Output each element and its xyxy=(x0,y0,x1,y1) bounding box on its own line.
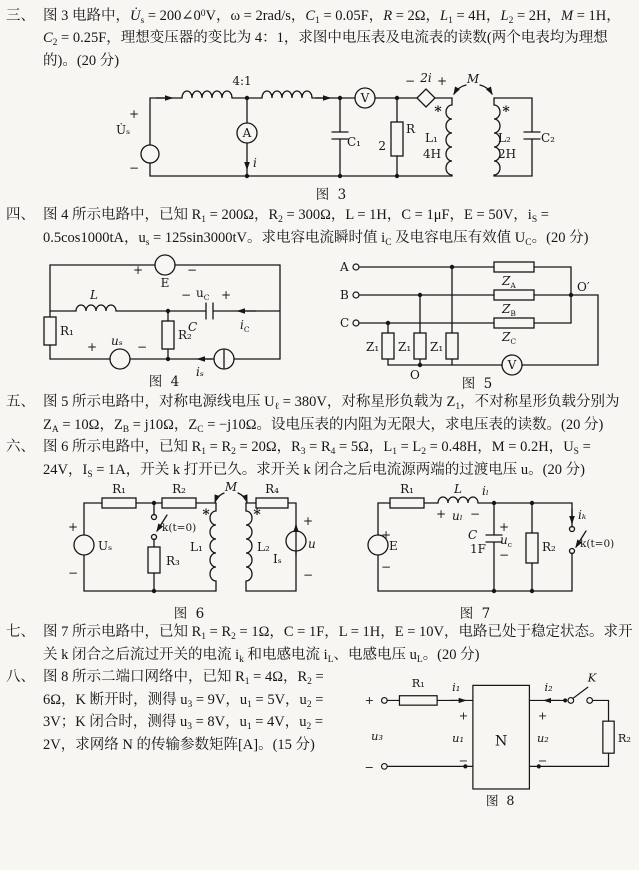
fig7-ul-label: uₗ xyxy=(452,509,463,524)
fig3-r-value: 2 xyxy=(378,139,386,154)
fig3-source-minus: − xyxy=(128,161,140,176)
fig8-u1-plus: + xyxy=(458,709,469,723)
fig8-caption: 图 8 xyxy=(485,793,517,809)
fig3-l1-value: 4H xyxy=(423,147,442,162)
fig3-l2-dot-mark: * xyxy=(502,104,510,121)
fig6-r1-label: R₁ xyxy=(112,482,126,497)
fig7-r1-label: R₁ xyxy=(400,482,414,497)
fig4-c-label: C xyxy=(188,320,198,335)
fig8-u3-label: u₃ xyxy=(371,730,383,744)
fig8-network-label: N xyxy=(494,733,508,750)
fig5-wiring xyxy=(353,262,598,375)
fig8-u3-plus: + xyxy=(364,694,375,708)
problem-4 xyxy=(6,204,633,249)
fig4-uc-minus: − xyxy=(180,288,192,303)
fig5-phase-b-label: B xyxy=(340,288,349,303)
fig4-uc-plus: + xyxy=(220,288,232,303)
fig7-ul-plus: + xyxy=(435,507,447,522)
fig4-uc-label: $u_C$ xyxy=(196,286,210,303)
fig4-wiring xyxy=(44,255,280,369)
fig8-r2-label: R₂ xyxy=(617,732,631,746)
fig3-ratio-label: 4:1 xyxy=(232,74,252,89)
fig3-m-label: M xyxy=(466,72,480,87)
fig8-u2-label: u₂ xyxy=(536,732,549,746)
fig7-r2-label: R₂ xyxy=(542,540,556,555)
fig3-c2-label: C₂ xyxy=(541,131,555,146)
fig6-is-label: Iₛ xyxy=(273,552,282,567)
fig3-r-label: R xyxy=(406,122,416,137)
problem-3-text: 图 3 电路中，$U̇_s$ = $200\angle 0^0V$，ω = 2rad/s，$C_1 = 0.05F$，R = 2Ω，$L_1 = 4H$，$L_2 = 2H$，M = 1H，$C_2 = 0.25F$，理想变压器的变比为 4：1，求图中电压表及电流表的读数(两个电表均为理想的)。(20 分) xyxy=(43,8,621,69)
problem-5-text: 图 5 所示电路中，对称电源线电压 $U_\ell = 380V$，对称星形负载为 $Z_1$，不对称星形负载分别为 $Z_A = 10\Omega$，$Z_B = j10\Omega$，$Z_C = -j10\Omega$。设电压表的内阻为无限大，求电压表的读数。(20 分) xyxy=(43,394,620,435)
fig6-r4-label: R₄ xyxy=(265,482,279,497)
problem-5 xyxy=(6,391,633,436)
fig7-c-label: C xyxy=(468,528,478,543)
fig5-zb-label: $Z_B$ xyxy=(502,302,516,319)
problem-3 xyxy=(6,5,633,72)
fig5-o-prime-label: O′ xyxy=(577,280,590,295)
fig3-ammeter: A xyxy=(242,126,252,141)
fig8-u2-plus: + xyxy=(537,709,548,723)
fig8-i2-label: i₂ xyxy=(544,681,553,695)
fig4-us-label: uₛ xyxy=(111,334,123,349)
fig6-u-plus: + xyxy=(302,514,314,529)
problem-8-text: 图 8 所示二端口网络中，已知 $R_1 = 4\Omega$，$R_2 = 6\Omega$，K 断开时，测得 $u_3 = 9V$，$u_1 = 5V$，$u_2 = 3V$；K 闭合时，测得 $u_3 = 8V$，$u_1 = 4V$，$u_2 = 2V$，求网络 N 的传输参数矩阵[A]。(15 分) xyxy=(43,669,324,753)
fig6-l2-dot-mark: * xyxy=(253,507,261,524)
fig4-us-plus: + xyxy=(86,340,98,355)
problem-4-number: 四、 xyxy=(6,207,35,224)
problem-6-number: 六、 xyxy=(6,439,35,456)
fig6-l1-dot-mark: * xyxy=(202,507,210,524)
fig3-l1-label: L₁ xyxy=(425,131,438,146)
fig7-uc-minus: − xyxy=(498,548,510,563)
fig3-dep-plus: + xyxy=(436,74,448,89)
figure-8-circuit xyxy=(358,666,633,814)
fig7-e-plus: + xyxy=(380,528,392,543)
fig8-i1-label: i₁ xyxy=(452,681,461,695)
fig5-o-label: O xyxy=(410,368,420,383)
fig6-us-minus: − xyxy=(67,566,79,581)
fig6-us-plus: + xyxy=(67,520,79,535)
fig4-ic-label: $i_C$ xyxy=(240,318,250,335)
fig4-r2-label: R₂ xyxy=(178,328,192,343)
fig3-l1-dot-mark: * xyxy=(434,104,442,121)
fig6-us-label: Uₛ xyxy=(98,539,113,554)
problem-4-text: 图 4 所示电路中，已知 $R_1 = 200\Omega$，$R_2 = 300\Omega$，L = 1H，C = 1μF，E = 50V，$i_S = 0.5\cos 1000tA$，$u_s = 125\sin 3000tV$。求电容电流瞬时值 $i_C$ 及电容电压有效值 $U_C$。(20 分) xyxy=(43,207,589,248)
fig4-l-label: L xyxy=(90,288,98,303)
fig7-uc-label: $u_c$ xyxy=(500,533,512,550)
fig7-c-value: 1F xyxy=(470,542,486,557)
fig7-l-label: L xyxy=(454,482,462,497)
fig7-e-minus: − xyxy=(380,560,392,575)
fig3-dep-source-label: 2i xyxy=(420,72,432,86)
fig6-u-minus: − xyxy=(302,568,314,583)
fig5-voltmeter: V xyxy=(507,358,517,373)
problem-7-text: 图 7 所示电路中，已知 $R_1 = R_2 = 1\Omega$，C = 1F，L = 1H，E = 10V，电路已处于稳定状态。求开关 k 闭合之后流过开关的电流 $i_k$ 和电感电流 $i_L$、电感电压 $u_L$。(20 分) xyxy=(43,624,633,665)
fig5-za-label: $Z_A$ xyxy=(502,274,516,291)
problem-7-number: 七、 xyxy=(6,624,35,641)
fig7-uc-plus: + xyxy=(498,520,510,535)
fig6-l1-label: L₁ xyxy=(190,540,203,555)
fig8-u3-minus: − xyxy=(364,761,375,775)
fig8-u1-label: u₁ xyxy=(452,732,464,746)
fig5-z1-label-2: Z₁ xyxy=(398,340,412,355)
fig4-r1-label: R₁ xyxy=(60,324,74,339)
fig6-caption: 图 6 xyxy=(173,606,207,622)
figure-4-circuit xyxy=(28,249,300,389)
fig7-ik-label: iₖ xyxy=(578,508,587,523)
fig4-e-label: E xyxy=(160,276,170,291)
figure-5-circuit xyxy=(326,249,631,391)
fig8-u2-minus: − xyxy=(537,754,548,768)
fig4-us-minus: − xyxy=(136,340,148,355)
fig6-r2-label: R₂ xyxy=(172,482,186,497)
problem-8 xyxy=(6,666,358,756)
fig8-r1-label: R₁ xyxy=(411,677,425,691)
fig5-zc-label: $Z_C$ xyxy=(502,330,517,347)
fig5-z1-label-3: Z₁ xyxy=(430,340,444,355)
fig3-voltmeter: V xyxy=(360,91,370,106)
figure-6-circuit xyxy=(60,481,318,621)
fig6-u-label: u xyxy=(308,537,316,552)
figure-3-circuit xyxy=(92,72,562,204)
fig5-z1-label-1: Z₁ xyxy=(366,340,380,355)
fig3-l2-label: L₂ xyxy=(498,131,511,146)
fig3-current-i-label: i xyxy=(253,156,257,171)
problem-3-number: 三、 xyxy=(6,8,35,24)
fig3-source-plus: + xyxy=(128,107,140,122)
fig6-switch-label: k(t=0) xyxy=(162,522,197,535)
fig4-e-plus: + xyxy=(132,263,144,278)
fig8-switch-label: K xyxy=(587,671,597,685)
problem-8-number: 八、 xyxy=(6,669,35,686)
problem-6-text: 图 6 所示电路中，已知 $R_1 = R_2 = 20\Omega$，$R_3 = R_4 = 5\Omega$，$L_1 = L_2 = 0.48H$，M = 0.2H，$U_S = 24V$，$I_S = 1A$，开关 k 打开已久。求开关 k 闭合之后电流源两端的过渡电压 u。(20 分) xyxy=(43,439,591,480)
fig6-l2-label: L₂ xyxy=(257,540,270,555)
problem-7 xyxy=(6,621,633,666)
fig3-caption: 图 3 xyxy=(315,187,349,204)
fig5-phase-a-label: A xyxy=(340,260,349,275)
problem-8-row xyxy=(6,666,633,814)
fig7-caption: 图 7 xyxy=(459,606,493,622)
fig7-e-label: E xyxy=(389,539,398,554)
figure-7-circuit xyxy=(356,481,618,621)
fig3-source-label: U̇ₛ xyxy=(116,123,131,138)
fig8-u1-minus: − xyxy=(458,754,469,768)
fig5-phase-c-label: C xyxy=(340,316,350,331)
problem-5-number: 五、 xyxy=(6,394,35,411)
problem-6 xyxy=(6,436,633,481)
fig6-m-label: M xyxy=(224,481,238,495)
fig3-wiring xyxy=(141,85,540,178)
fig3-c1-label: C₁ xyxy=(347,135,361,150)
fig5-caption: 图 5 xyxy=(461,376,495,392)
fig4-e-minus: − xyxy=(186,263,198,278)
fig4-caption: 图 4 xyxy=(148,374,182,390)
fig3-dep-minus: − xyxy=(404,74,416,89)
fig4-is-label: iₛ xyxy=(196,365,204,380)
fig3-l2-value: 2H xyxy=(498,147,517,162)
fig6-r3-label: R₃ xyxy=(166,554,180,569)
fig7-switch-label: k(t=0) xyxy=(580,538,615,551)
fig7-ul-minus: − xyxy=(469,507,481,522)
fig7-il-label: iₗ xyxy=(482,484,489,499)
